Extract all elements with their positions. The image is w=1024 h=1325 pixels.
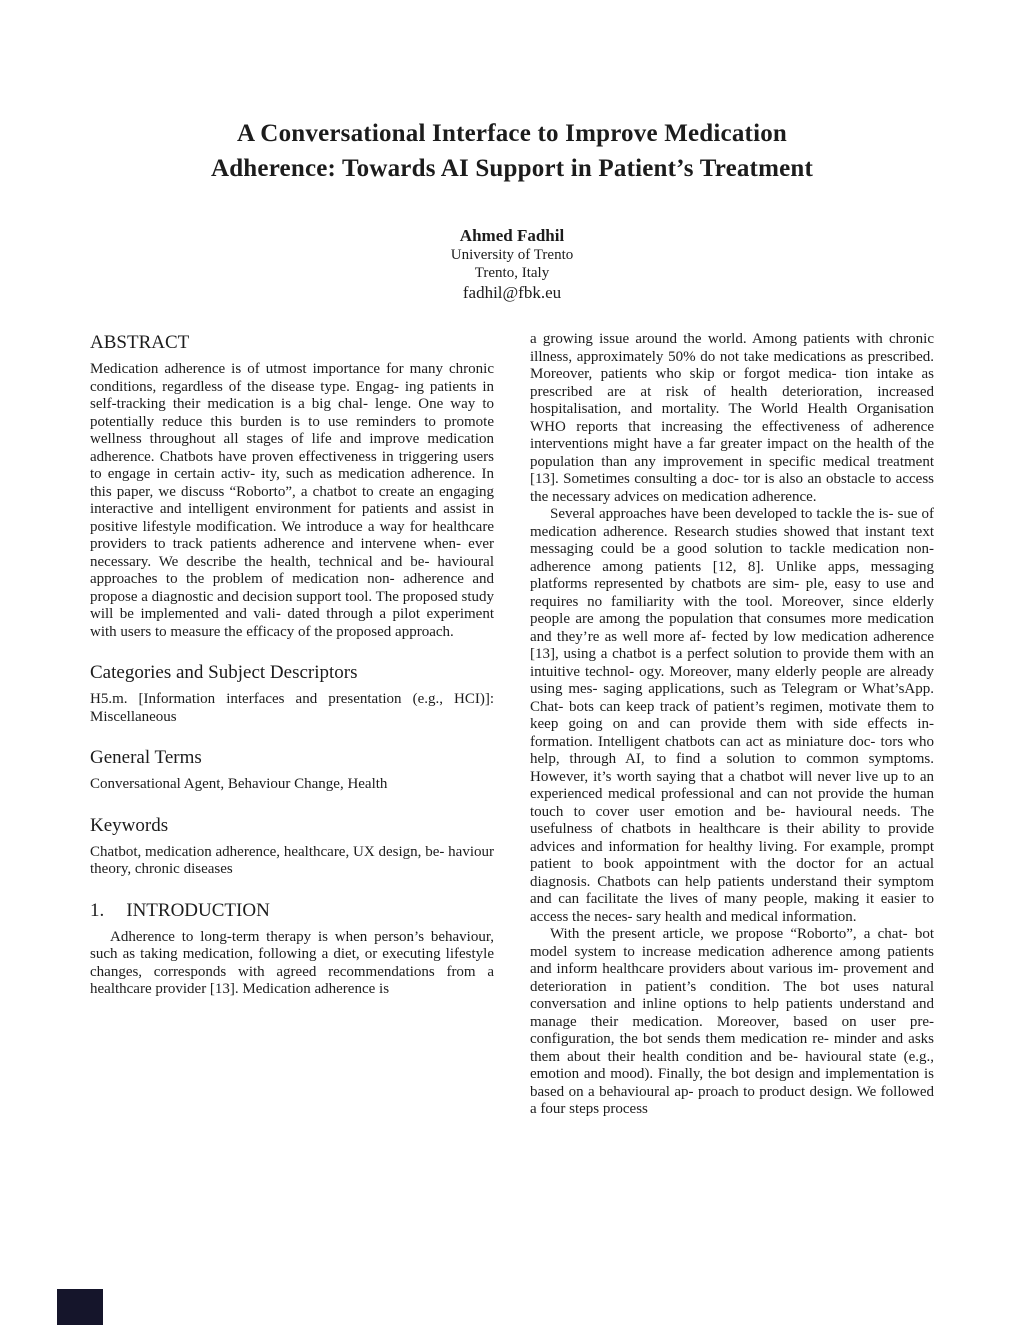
paper-title-line1: A Conversational Interface to Improve Medication bbox=[236, 120, 788, 147]
paper-title-line2: Adherence: Towards AI Support in Patient’s Treatment bbox=[210, 155, 814, 182]
introduction-text: Adherence to long-term therapy is when person’s behaviour, such as taking medication, following a diet, or executing lifestyle changes, corresponds with agreed recommendations from a healthcare provider [13]. Medication adherence is bbox=[90, 928, 494, 997]
right-column bbox=[530, 331, 934, 1119]
categories-text: H5.m. [Information interfaces and presentation (e.g., HCI)]: Miscellaneous bbox=[90, 691, 494, 725]
author-name: Ahmed Fadhil bbox=[459, 226, 565, 245]
general-terms-heading: General Terms bbox=[90, 747, 202, 768]
abstract-text: Medication adherence is of utmost importance for many chronic conditions, regardless of the disease type. Engag- ing patients in self-tracking their medication is a big chal- lenge. One way to potentially reduce this burden is to use reminders to promote wellness throughout all stages of life and improve medication adherence. Chatbots have proven effectiveness in triggering users to engage in certain activ- ity, such as medication adherence. In this paper, we discuss “Roborto”, a chatbot to create an engaging interactive and intelligent environment for patients and assist in positive lifestyle modification. We introduce a way for healthcare providers to track patients adherence and intervene when- ever necessary. We describe the health, technical and be- havioural approaches to the problem of medication non- adherence and propose a diagnostic and decision support tool. The proposed study will be implemented and vali- dated through a pilot experiment with users to measure the efficacy of the proposed approach. bbox=[90, 361, 494, 640]
general-terms-text: Conversational Agent, Behaviour Change, Health bbox=[90, 776, 388, 792]
body-paragraph-2: Several approaches have been developed to tackle the is- sue of medication adherence. Research studies showed that instant text messaging could be a good solution to tackle medication non- adherence among patients [12, 8]. Unlike apps, messaging platforms represented by chatbots are sim- ple, easy to use and requires no familiarity with the tool. Moreover, since elderly people are among the population that consumes more medication and they’re as well more af- fected by low medication adherence [13], using a chatbot is a perfect solution to provide them with an intuitive technol- ogy. Moreover, many elderly people are already using mes- saging applications, such as Telegram or What’sApp. Chat- bots can keep track of patient’s regimen, motivate them to keep going on and can provide them with side effects in- formation. Intelligent chatbots can act as miniature doc- tors who help, through AI, to find a solution to common symptoms. However, it’s worth saying that a chatbot will never live up to an experienced medical professional and can not provide the human touch to cover user emotion and be- havioural needs. The usefulness of chatbots in healthcare is their ability to provide advices and information for healthy living. For example, prompt patient to book appointment with the doctor for an actual diagnosis. Chatbots can help patients understand their symptom and can facilitate the lives of many people, making it easier to access the neces- sary health and medical information. bbox=[530, 506, 934, 925]
categories-heading: Categories and Subject Descriptors bbox=[90, 662, 358, 683]
introduction-section-title: INTRODUCTION bbox=[126, 899, 270, 921]
introduction-section-number: 1. bbox=[90, 899, 105, 921]
introduction-heading bbox=[90, 899, 494, 922]
abstract-heading: ABSTRACT bbox=[90, 332, 190, 353]
author-block bbox=[0, 226, 1024, 303]
page-corner-artifact bbox=[57, 1289, 103, 1325]
title-block bbox=[0, 0, 1024, 186]
left-column bbox=[90, 331, 494, 1119]
keywords-text: Chatbot, medication adherence, healthcare, UX design, be- haviour theory, chronic diseases bbox=[90, 843, 494, 877]
body-paragraph-3: With the present article, we propose “Roborto”, a chat- bot model system to increase medication adherence among patients and inform healthcare providers about various im- provement and deterioration in patient’s condition. The bot uses natural conversation and inline options to help patients understand and manage their medication. Moreover, based on user pre- configuration, the bot sends them medication re- minder and asks them about their health condition and be- havioural state (e.g., emotion and mood). Finally, the bot design and implementation is based on a behavioural ap- proach to product design. We followed a four steps process bbox=[530, 926, 934, 1117]
author-affiliation: University of Trento bbox=[450, 247, 574, 263]
two-column-body bbox=[0, 331, 1024, 1119]
author-email: fadhil@fbk.eu bbox=[462, 283, 562, 302]
keywords-heading: Keywords bbox=[90, 814, 169, 836]
body-paragraph-1: a growing issue around the world. Among patients with chronic illness, approximately 50% do not take medications as prescribed. Moreover, patients who skip or forgot medica- tion intake as prescribed are at risk of health deterioration, increased hospitalisation, and mortality. The World Health Organisation WHO reports that increasing the effectiveness of adherence interventions might have a far greater impact on the health of the population than any improvement in specific medical treatment [13]. Sometimes consulting a doc- tor is also an obstacle to access the necessary advices on medication adherence. bbox=[530, 331, 934, 505]
author-location: Trento, Italy bbox=[474, 265, 550, 281]
